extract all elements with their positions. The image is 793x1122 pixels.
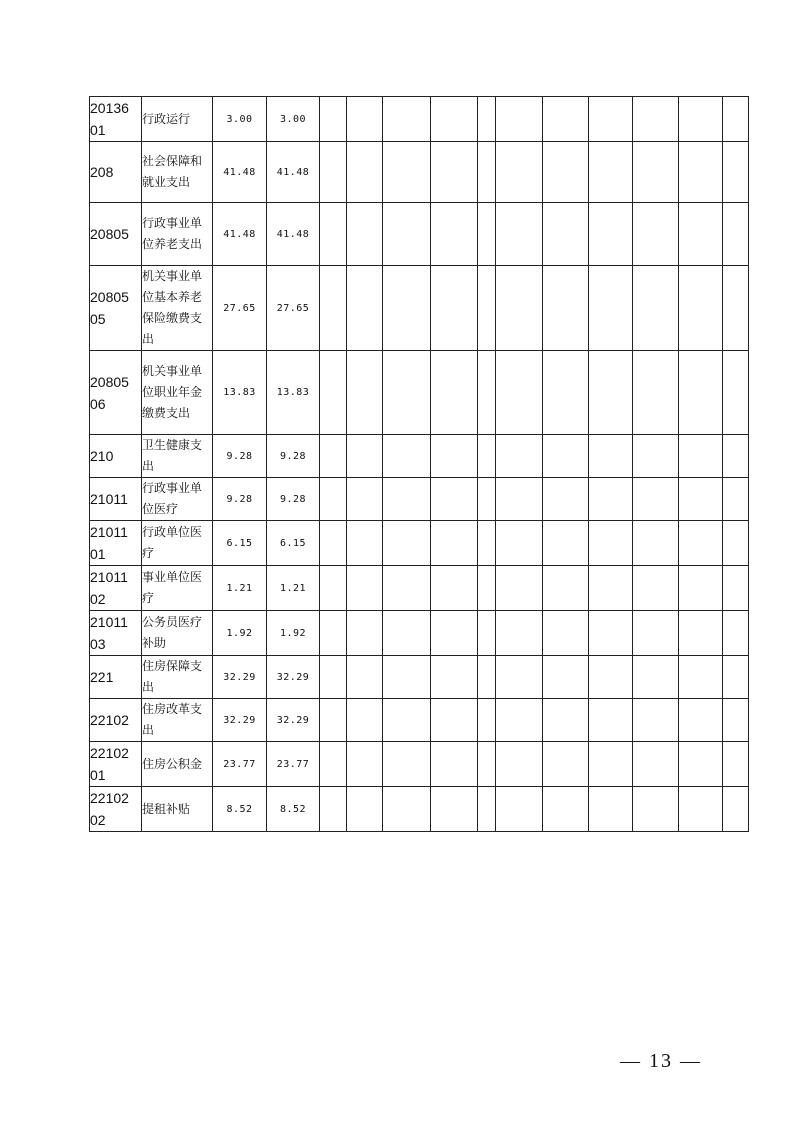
code-cell: 208 [90, 142, 142, 203]
code-cell: 21011 01 [90, 521, 142, 566]
item-name-cell: 卫生健康支出 [142, 435, 213, 478]
empty-cell [633, 435, 679, 478]
empty-cell [633, 787, 679, 832]
basic-amount-cell: 6.15 [267, 521, 320, 566]
empty-cell [543, 203, 589, 266]
empty-cell [431, 656, 478, 699]
page-number: — 13 — [620, 1050, 702, 1072]
empty-cell [478, 566, 496, 611]
empty-cell [347, 742, 383, 787]
empty-cell [543, 656, 589, 699]
empty-cell [383, 566, 431, 611]
empty-cell [679, 742, 723, 787]
code-cell: 20805 [90, 203, 142, 266]
table-row [90, 266, 749, 351]
code-cell: 22102 02 [90, 787, 142, 832]
code-cell: 20136 01 [90, 97, 142, 142]
empty-cell [589, 656, 633, 699]
empty-cell [320, 656, 347, 699]
empty-cell [633, 742, 679, 787]
basic-amount-cell: 27.65 [267, 266, 320, 351]
empty-cell [723, 142, 749, 203]
empty-cell [633, 266, 679, 351]
empty-cell [543, 435, 589, 478]
empty-cell [383, 787, 431, 832]
item-name-cell: 行政事业单位养老支出 [142, 203, 213, 266]
empty-cell [383, 203, 431, 266]
empty-cell [723, 521, 749, 566]
empty-cell [589, 203, 633, 266]
code-cell: 20805 05 [90, 266, 142, 351]
empty-cell [478, 351, 496, 435]
total-amount-cell: 1.92 [213, 611, 267, 656]
empty-cell [347, 478, 383, 521]
empty-cell [431, 435, 478, 478]
code-cell: 21011 02 [90, 566, 142, 611]
empty-cell [589, 521, 633, 566]
total-amount-cell: 6.15 [213, 521, 267, 566]
empty-cell [320, 521, 347, 566]
basic-amount-cell: 9.28 [267, 435, 320, 478]
empty-cell [431, 97, 478, 142]
empty-cell [478, 435, 496, 478]
item-name-cell: 公务员医疗补助 [142, 611, 213, 656]
empty-cell [496, 699, 543, 742]
empty-cell [478, 266, 496, 351]
empty-cell [383, 266, 431, 351]
item-name-cell: 行政单位医疗 [142, 521, 213, 566]
basic-amount-cell: 41.48 [267, 142, 320, 203]
empty-cell [496, 656, 543, 699]
table-row [90, 742, 749, 787]
table-row [90, 787, 749, 832]
empty-cell [543, 611, 589, 656]
empty-cell [320, 97, 347, 142]
item-name-cell: 住房保障支出 [142, 656, 213, 699]
empty-cell [478, 611, 496, 656]
table-row [90, 351, 749, 435]
empty-cell [589, 787, 633, 832]
table-row [90, 521, 749, 566]
total-amount-cell: 23.77 [213, 742, 267, 787]
basic-amount-cell: 32.29 [267, 699, 320, 742]
basic-amount-cell: 1.21 [267, 566, 320, 611]
empty-cell [431, 142, 478, 203]
empty-cell [589, 97, 633, 142]
empty-cell [431, 521, 478, 566]
table-row [90, 142, 749, 203]
empty-cell [633, 142, 679, 203]
empty-cell [478, 742, 496, 787]
empty-cell [347, 142, 383, 203]
empty-cell [679, 656, 723, 699]
empty-cell [320, 566, 347, 611]
empty-cell [679, 521, 723, 566]
empty-cell [347, 611, 383, 656]
empty-cell [589, 266, 633, 351]
total-amount-cell: 9.28 [213, 478, 267, 521]
empty-cell [478, 203, 496, 266]
empty-cell [543, 478, 589, 521]
total-amount-cell: 13.83 [213, 351, 267, 435]
empty-cell [431, 566, 478, 611]
item-name-cell: 机关事业单位职业年金缴费支出 [142, 351, 213, 435]
empty-cell [383, 611, 431, 656]
empty-cell [320, 478, 347, 521]
code-cell: 20805 06 [90, 351, 142, 435]
item-name-cell: 住房改革支出 [142, 699, 213, 742]
empty-cell [431, 266, 478, 351]
empty-cell [723, 351, 749, 435]
code-cell: 22102 01 [90, 742, 142, 787]
empty-cell [347, 699, 383, 742]
empty-cell [543, 787, 589, 832]
basic-amount-cell: 13.83 [267, 351, 320, 435]
empty-cell [431, 787, 478, 832]
table-row [90, 478, 749, 521]
empty-cell [320, 611, 347, 656]
empty-cell [633, 521, 679, 566]
empty-cell [723, 611, 749, 656]
empty-cell [543, 97, 589, 142]
total-amount-cell: 41.48 [213, 142, 267, 203]
empty-cell [320, 266, 347, 351]
empty-cell [589, 478, 633, 521]
empty-cell [679, 435, 723, 478]
empty-cell [723, 566, 749, 611]
item-name-cell: 行政运行 [142, 97, 213, 142]
empty-cell [589, 611, 633, 656]
empty-cell [679, 97, 723, 142]
table-row [90, 699, 749, 742]
item-name-cell: 事业单位医疗 [142, 566, 213, 611]
empty-cell [383, 478, 431, 521]
budget-table [89, 96, 749, 832]
empty-cell [347, 97, 383, 142]
total-amount-cell: 9.28 [213, 435, 267, 478]
total-amount-cell: 27.65 [213, 266, 267, 351]
empty-cell [478, 656, 496, 699]
empty-cell [679, 142, 723, 203]
empty-cell [543, 566, 589, 611]
empty-cell [723, 656, 749, 699]
table-row [90, 656, 749, 699]
empty-cell [383, 521, 431, 566]
item-name-cell: 住房公积金 [142, 742, 213, 787]
empty-cell [543, 351, 589, 435]
empty-cell [347, 203, 383, 266]
table-row [90, 611, 749, 656]
empty-cell [589, 142, 633, 203]
empty-cell [496, 142, 543, 203]
empty-cell [320, 351, 347, 435]
empty-cell [496, 611, 543, 656]
empty-cell [543, 699, 589, 742]
empty-cell [320, 787, 347, 832]
empty-cell [679, 351, 723, 435]
empty-cell [431, 203, 478, 266]
empty-cell [589, 566, 633, 611]
empty-cell [431, 699, 478, 742]
empty-cell [431, 478, 478, 521]
total-amount-cell: 3.00 [213, 97, 267, 142]
empty-cell [543, 521, 589, 566]
empty-cell [383, 351, 431, 435]
empty-cell [723, 266, 749, 351]
basic-amount-cell: 9.28 [267, 478, 320, 521]
empty-cell [589, 742, 633, 787]
basic-amount-cell: 41.48 [267, 203, 320, 266]
empty-cell [320, 699, 347, 742]
empty-cell [496, 203, 543, 266]
item-name-cell: 社会保障和就业支出 [142, 142, 213, 203]
table-row [90, 97, 749, 142]
empty-cell [320, 435, 347, 478]
empty-cell [496, 351, 543, 435]
empty-cell [679, 203, 723, 266]
empty-cell [347, 656, 383, 699]
basic-amount-cell: 32.29 [267, 656, 320, 699]
total-amount-cell: 32.29 [213, 656, 267, 699]
empty-cell [633, 566, 679, 611]
empty-cell [347, 566, 383, 611]
empty-cell [320, 742, 347, 787]
empty-cell [431, 351, 478, 435]
empty-cell [679, 566, 723, 611]
empty-cell [723, 787, 749, 832]
total-amount-cell: 41.48 [213, 203, 267, 266]
empty-cell [633, 351, 679, 435]
empty-cell [478, 699, 496, 742]
empty-cell [383, 742, 431, 787]
table-row [90, 566, 749, 611]
empty-cell [496, 521, 543, 566]
basic-amount-cell: 23.77 [267, 742, 320, 787]
empty-cell [723, 203, 749, 266]
empty-cell [478, 521, 496, 566]
item-name-cell: 行政事业单位医疗 [142, 478, 213, 521]
empty-cell [543, 742, 589, 787]
empty-cell [633, 203, 679, 266]
empty-cell [478, 142, 496, 203]
empty-cell [679, 699, 723, 742]
empty-cell [679, 787, 723, 832]
empty-cell [478, 97, 496, 142]
empty-cell [347, 787, 383, 832]
code-cell: 210 [90, 435, 142, 478]
empty-cell [383, 97, 431, 142]
empty-cell [723, 699, 749, 742]
empty-cell [633, 97, 679, 142]
empty-cell [679, 611, 723, 656]
empty-cell [496, 266, 543, 351]
empty-cell [679, 266, 723, 351]
empty-cell [589, 435, 633, 478]
empty-cell [633, 699, 679, 742]
empty-cell [496, 787, 543, 832]
item-name-cell: 提租补贴 [142, 787, 213, 832]
empty-cell [347, 266, 383, 351]
table-row [90, 203, 749, 266]
empty-cell [496, 97, 543, 142]
table-row [90, 435, 749, 478]
code-cell: 22102 [90, 699, 142, 742]
empty-cell [589, 699, 633, 742]
item-name-cell: 机关事业单位基本养老保险缴费支出 [142, 266, 213, 351]
empty-cell [633, 478, 679, 521]
empty-cell [543, 142, 589, 203]
empty-cell [478, 787, 496, 832]
code-cell: 221 [90, 656, 142, 699]
empty-cell [431, 611, 478, 656]
code-cell: 21011 03 [90, 611, 142, 656]
empty-cell [320, 203, 347, 266]
empty-cell [723, 742, 749, 787]
empty-cell [543, 266, 589, 351]
total-amount-cell: 32.29 [213, 699, 267, 742]
empty-cell [347, 521, 383, 566]
code-cell: 21011 [90, 478, 142, 521]
empty-cell [723, 97, 749, 142]
empty-cell [383, 142, 431, 203]
empty-cell [320, 142, 347, 203]
empty-cell [383, 656, 431, 699]
empty-cell [383, 435, 431, 478]
empty-cell [431, 742, 478, 787]
empty-cell [478, 478, 496, 521]
empty-cell [496, 566, 543, 611]
empty-cell [496, 478, 543, 521]
basic-amount-cell: 8.52 [267, 787, 320, 832]
total-amount-cell: 8.52 [213, 787, 267, 832]
empty-cell [496, 742, 543, 787]
empty-cell [383, 699, 431, 742]
empty-cell [589, 351, 633, 435]
empty-cell [496, 435, 543, 478]
empty-cell [633, 656, 679, 699]
empty-cell [347, 435, 383, 478]
empty-cell [679, 478, 723, 521]
basic-amount-cell: 3.00 [267, 97, 320, 142]
total-amount-cell: 1.21 [213, 566, 267, 611]
empty-cell [723, 478, 749, 521]
empty-cell [347, 351, 383, 435]
basic-amount-cell: 1.92 [267, 611, 320, 656]
empty-cell [723, 435, 749, 478]
empty-cell [633, 611, 679, 656]
